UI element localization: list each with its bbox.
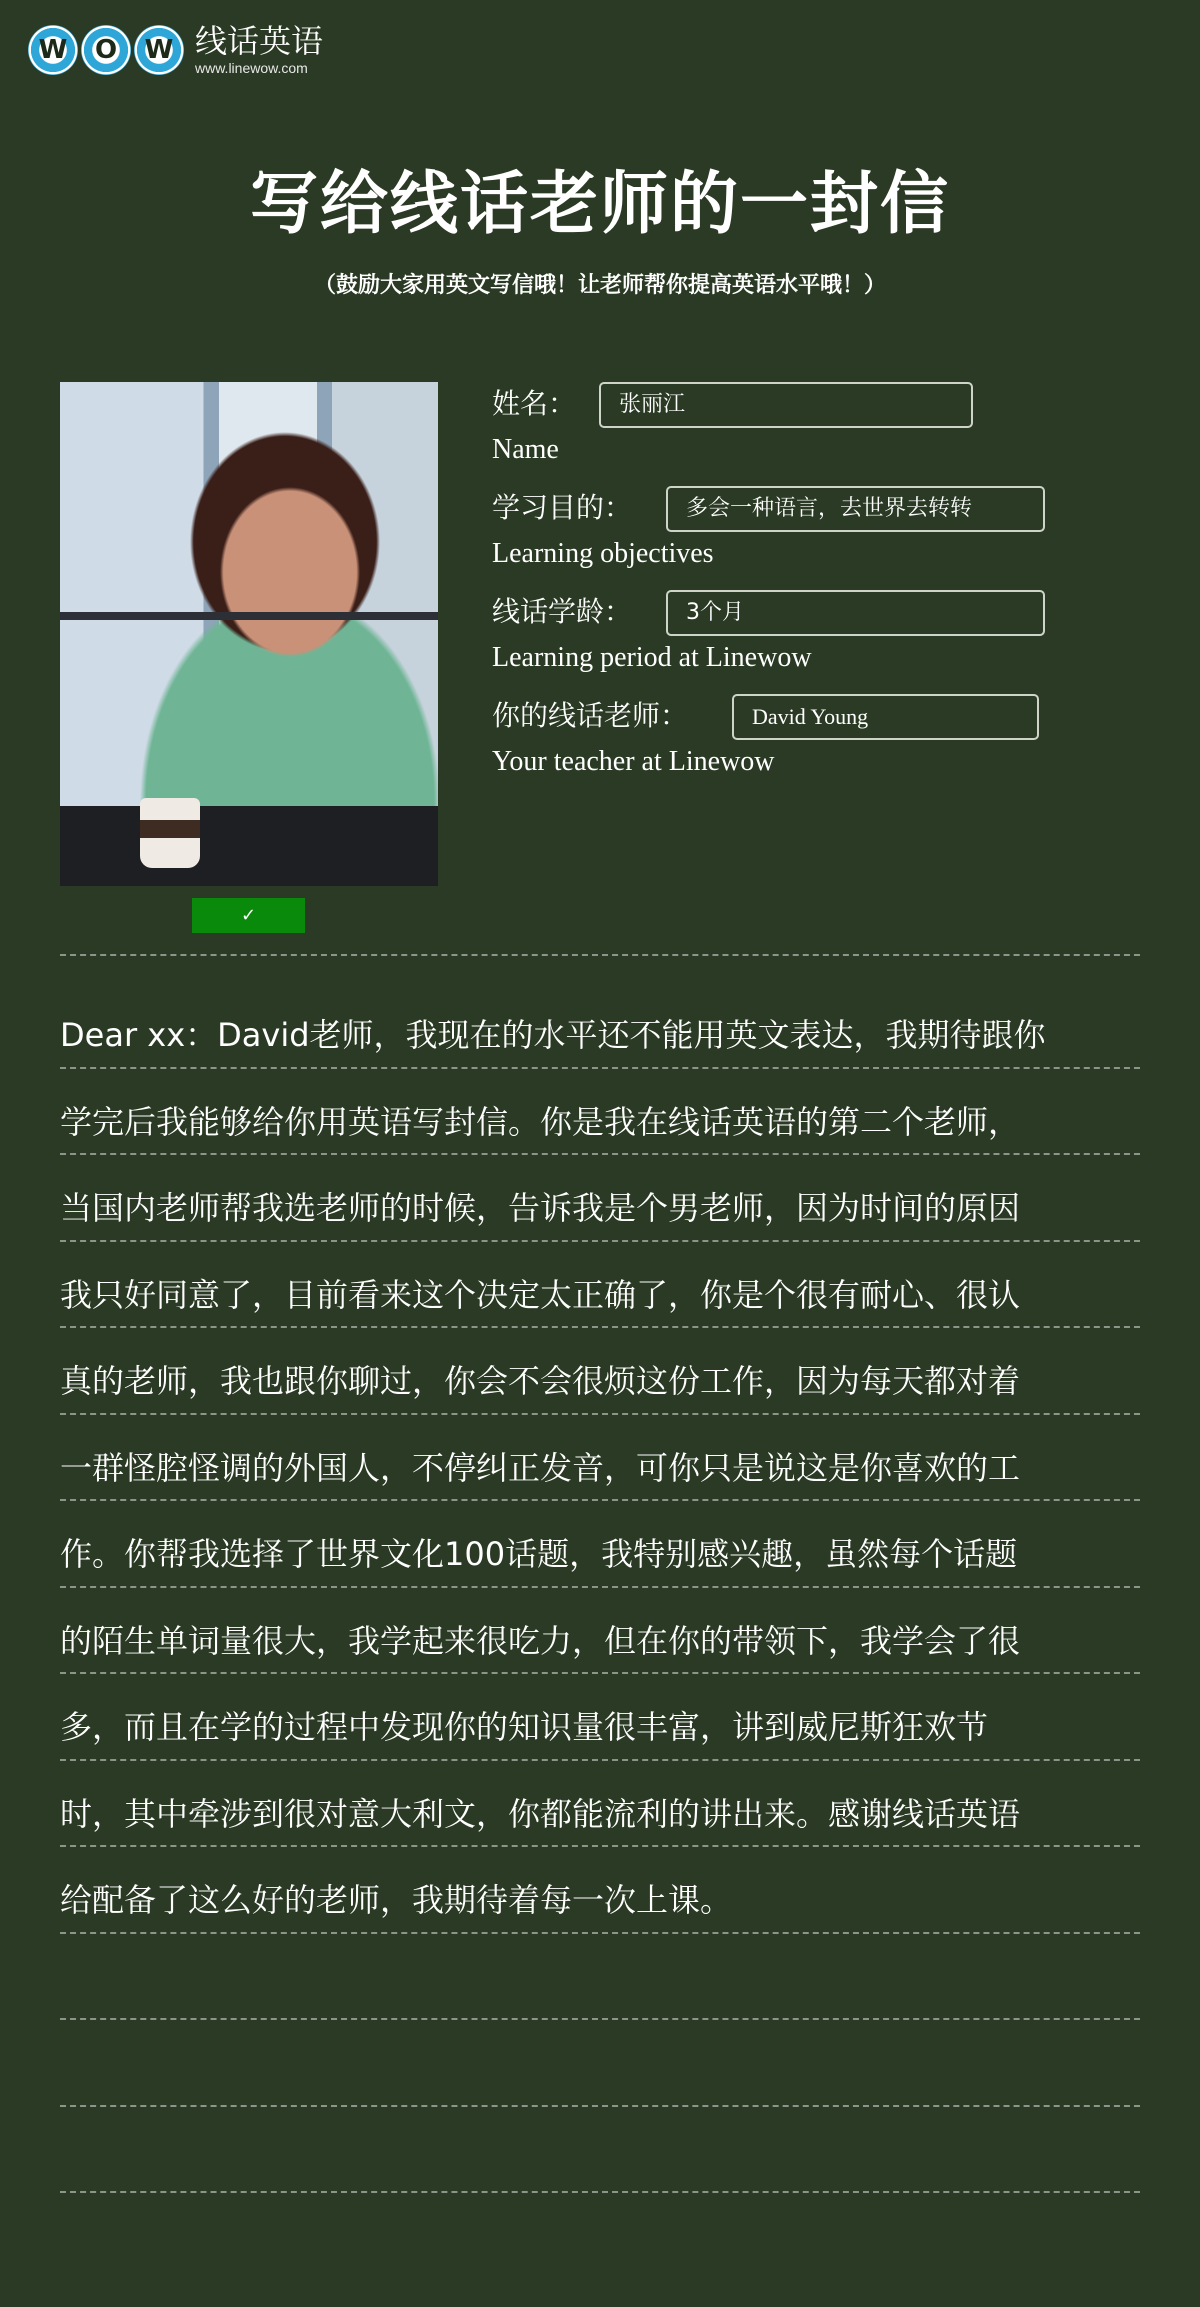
letter-line: 的陌生单词量很大，我学起来很吃力，但在你的带领下，我学会了很 [60,1621,1021,1660]
name-label-en: Name [492,434,559,465]
period-label: 线话学龄： [492,595,633,628]
name-field[interactable]: 张丽江 [599,382,973,428]
letter-line: 我只好同意了，目前看来这个决定太正确了，你是个很有耐心、很认 [60,1275,1021,1314]
name-label: 姓名： [492,387,577,420]
teacher-label: 你的线话老师： [492,699,689,732]
ruled-line [60,2107,1140,2194]
logo-chinese-name: 线话英语 [195,22,324,60]
confirm-button[interactable]: ✓ [192,898,305,933]
letter-line: 学完后我能够给你用英语写封信。你是我在线话英语的第二个老师， [60,1102,1021,1141]
photo-table [60,806,438,886]
letter-top-rule [60,954,1140,956]
ruled-line [60,1934,1140,2021]
logo-letter-o: O [81,25,131,75]
letter-line: 真的老师，我也跟你聊过，你会不会很烦这份工作，因为每天都对着 [60,1362,1021,1400]
letter-text [60,992,1140,1944]
logo-text [195,22,324,76]
teacher-field[interactable]: David Young [732,694,1039,740]
page-title: 写给线话老师的一封信 [249,165,950,244]
letter-area[interactable] [60,954,1140,1919]
goal-label-en: Learning objectives [492,538,714,569]
letter-line: Dear xx：David老师，我现在的水平还不能用英文表达，我期待跟你 [60,1016,1046,1054]
brand-logo [28,22,323,78]
goal-row [492,486,1092,590]
photo-railing [60,612,438,620]
photo-cup [140,798,200,868]
letter-line: 当国内老师帮我选老师的时候，告诉我是个男老师，因为时间的原因 [60,1189,1021,1227]
page-subtitle: （鼓励大家用英文写信哦！让老师帮你提高英语水平哦！） [313,273,886,298]
period-field[interactable]: 3个月 [666,590,1045,636]
student-info-form [492,382,1092,798]
logo-url: www.linewow.com [195,60,308,76]
letter-line: 给配备了这么好的老师，我期待着每一次上课。 [60,1881,733,1919]
period-row [492,590,1092,694]
letter-line: 一群怪腔怪调的外国人，不停纠正发音，可你只是说这是你喜欢的工 [60,1448,1021,1487]
student-photo [60,382,438,886]
letter-line: 作。你帮我选择了世界文化100话题，我特别感兴趣，虽然每个话题 [60,1535,1018,1573]
teacher-row [492,694,1092,798]
teacher-label-en: Your teacher at Linewow [492,746,775,777]
letter-line: 多，而且在学的过程中发现你的知识量很丰富，讲到威尼斯狂欢节 [60,1708,989,1746]
letter-line: 时，其中牵涉到很对意大利文，你都能流利的讲出来。感谢线话英语 [60,1794,1021,1833]
goal-field[interactable]: 多会一种语言，去世界去转转 [666,486,1045,532]
period-label-en: Learning period at Linewow [492,642,812,673]
logo-letter-w2: W [134,25,184,75]
ruled-line [60,2020,1140,2107]
goal-label: 学习目的： [492,491,633,524]
logo-letter-w1: W [28,25,78,75]
name-row [492,382,1092,486]
